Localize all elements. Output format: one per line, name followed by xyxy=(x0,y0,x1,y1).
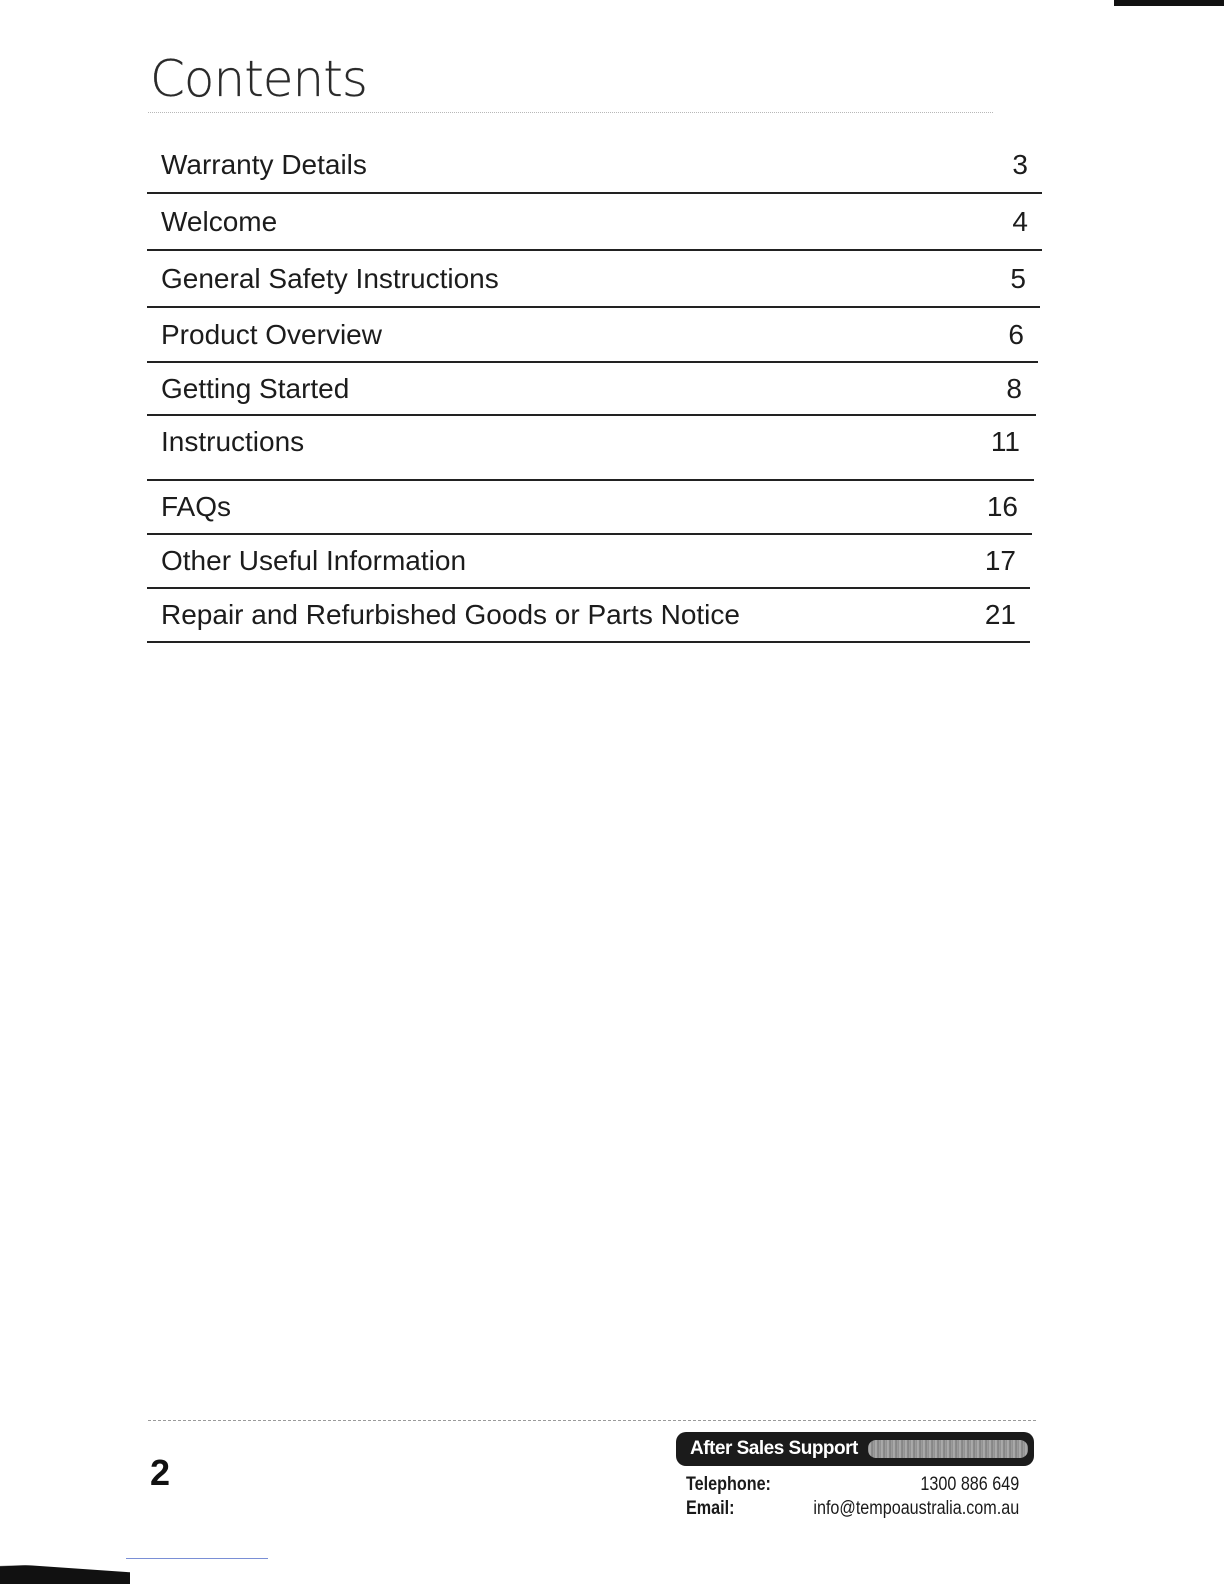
after-sales-support-badge xyxy=(676,1432,1034,1466)
toc-entry-title: Welcome xyxy=(161,205,278,237)
page-number: 2 xyxy=(150,1452,171,1493)
toc-entry-page: 17 xyxy=(984,545,1016,576)
toc-entry-title: Product Overview xyxy=(161,318,382,350)
toc-entry-page: 5 xyxy=(1010,262,1026,294)
toc-entry[interactable] xyxy=(147,308,1038,363)
toc-entry-title: General Safety Instructions xyxy=(161,262,499,294)
scan-edge-mark xyxy=(0,1558,130,1584)
toc-entry-title: Getting Started xyxy=(161,372,350,404)
toc-entry[interactable] xyxy=(147,194,1042,251)
toc-entry-title: Instructions xyxy=(161,426,305,457)
table-of-contents xyxy=(147,138,1042,643)
toc-entry-page: 3 xyxy=(1012,149,1028,180)
toc-entry-title: Warranty Details xyxy=(161,149,367,180)
toc-entry[interactable] xyxy=(147,363,1036,416)
scan-edge-mark xyxy=(1114,0,1224,6)
telephone-label: Telephone: xyxy=(686,1474,771,1495)
toc-entry[interactable] xyxy=(147,138,1042,194)
toc-entry[interactable] xyxy=(147,481,1032,535)
toc-entry-title: FAQs xyxy=(161,491,232,522)
email-value[interactable]: info@tempoaustralia.com.au xyxy=(813,1498,1020,1519)
toc-entry[interactable] xyxy=(147,589,1030,643)
title-divider xyxy=(148,112,993,113)
toc-entry[interactable] xyxy=(147,416,1034,481)
footer-divider xyxy=(148,1420,1036,1421)
toc-entry-title: Repair and Refurbished Goods or Parts Notice xyxy=(161,599,740,630)
email-label: Email: xyxy=(686,1498,735,1519)
toc-entry[interactable] xyxy=(147,251,1040,308)
email-row xyxy=(686,1498,1019,1520)
toc-entry-title: Other Useful Information xyxy=(161,545,467,576)
telephone-value[interactable]: 1300 886 649 xyxy=(920,1474,1020,1495)
toc-entry-page: 16 xyxy=(986,491,1018,522)
toc-entry[interactable] xyxy=(147,535,1030,589)
badge-texture xyxy=(868,1440,1028,1458)
scan-edge-line xyxy=(126,1558,268,1559)
after-sales-support-title: After Sales Support xyxy=(690,1438,858,1459)
toc-entry-page: 21 xyxy=(984,599,1016,630)
toc-entry-page: 4 xyxy=(1012,205,1028,237)
toc-entry-page: 11 xyxy=(990,426,1020,457)
page-title: Contents xyxy=(150,50,367,108)
toc-entry-page: 8 xyxy=(1006,372,1022,404)
toc-entry-page: 6 xyxy=(1008,318,1024,350)
telephone-row xyxy=(686,1474,1019,1496)
